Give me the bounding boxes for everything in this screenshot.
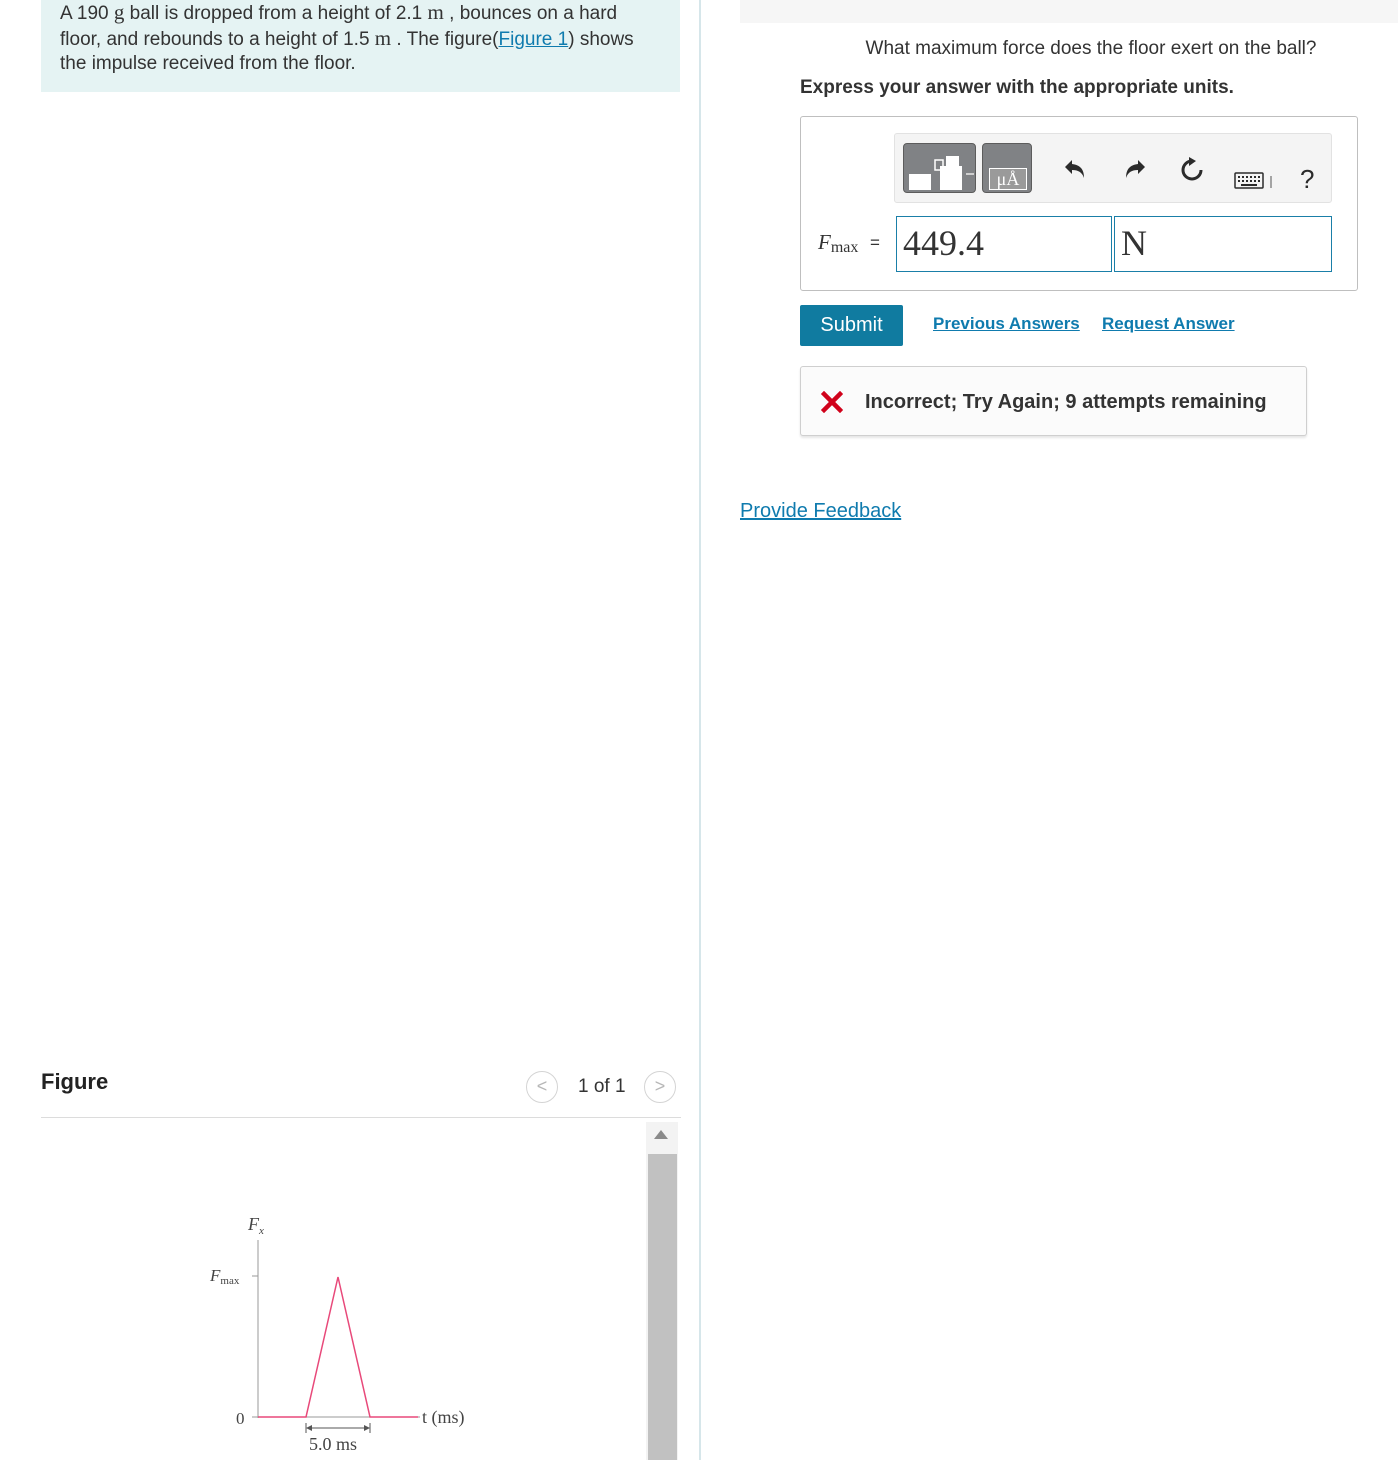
feedback-message xyxy=(800,366,1307,436)
provide-feedback-link[interactable]: Provide Feedback xyxy=(740,500,902,522)
scrollbar-thumb[interactable] xyxy=(648,1154,677,1460)
zero-label: 0 xyxy=(236,1409,245,1428)
previous-figure-button[interactable] xyxy=(526,1071,558,1103)
pulse-width-label: 5.0 ms xyxy=(309,1434,358,1454)
incorrect-x-icon xyxy=(821,391,843,413)
help-icon[interactable]: ? xyxy=(1300,164,1315,194)
figure-pager-label: 1 of 1 xyxy=(578,1076,626,1097)
previous-answers-link[interactable]: Previous Answers xyxy=(933,314,1080,333)
figure-title: Figure xyxy=(41,1069,109,1094)
height-unit-1: m xyxy=(427,0,444,24)
problem-statement xyxy=(41,0,680,92)
impulse-figure xyxy=(200,1200,500,1460)
reset-icon[interactable] xyxy=(1178,156,1206,184)
fmax-axis-label: F xyxy=(210,1266,221,1285)
header-strip xyxy=(740,0,1398,23)
problem-text-3: , bounces on a hard floor, and rebounds to a height of 1.5 xyxy=(60,3,618,50)
answer-variable: F xyxy=(818,230,831,254)
x-axis-label: t (ms) xyxy=(422,1407,465,1427)
math-toolbar xyxy=(894,133,1332,203)
undo-icon[interactable] xyxy=(1063,156,1089,182)
templates-icon xyxy=(904,144,977,194)
fmax-axis-subscript: max xyxy=(220,1275,240,1287)
height-unit-2: m xyxy=(374,26,392,50)
submit-button[interactable]: Submit xyxy=(800,305,903,346)
chevron-right-icon: > xyxy=(654,1076,666,1096)
request-answer-link[interactable]: Request Answer xyxy=(1102,314,1235,333)
answer-value-input[interactable]: 449.4 xyxy=(896,216,1112,272)
units-button[interactable] xyxy=(982,143,1032,193)
mass-unit: g xyxy=(113,0,125,24)
feedback-text: Incorrect; Try Again; 9 attempts remaining xyxy=(865,391,1267,413)
chevron-left-icon: < xyxy=(536,1076,548,1096)
force-pulse-line xyxy=(258,1277,418,1417)
svg-text:Fx xyxy=(247,1214,264,1237)
y-axis-subscript: x xyxy=(259,1225,264,1237)
figure-divider xyxy=(41,1117,681,1118)
pane-divider xyxy=(699,0,701,1460)
problem-text-2: ball is dropped from a height of 2.1 xyxy=(124,3,428,24)
next-figure-button[interactable] xyxy=(644,1071,676,1103)
templates-button[interactable] xyxy=(903,143,976,193)
equals-sign: = xyxy=(870,233,880,252)
problem-text-1: A 190 xyxy=(60,3,114,24)
y-axis-label: F xyxy=(248,1214,259,1234)
answer-unit-input[interactable]: N xyxy=(1114,216,1332,272)
problem-text-4: . The figure( xyxy=(391,29,499,50)
keyboard-icon[interactable] xyxy=(1234,170,1274,192)
redo-icon[interactable] xyxy=(1121,156,1147,182)
problem-text-5: ) shows the impulse received from the floor. xyxy=(60,29,634,74)
question-text: What maximum force does the floor exert on the ball? xyxy=(865,38,1317,59)
answer-variable-subscript: max xyxy=(830,239,859,256)
units-icon: μÅ xyxy=(989,168,1027,190)
svg-text:Fmax xyxy=(209,1266,240,1287)
answer-variable-label xyxy=(818,230,858,257)
answer-instruction: Express your answer with the appropriate units. xyxy=(800,77,1234,98)
figure-link[interactable]: Figure 1 xyxy=(498,29,569,50)
scroll-up-arrow-icon[interactable] xyxy=(654,1130,668,1139)
